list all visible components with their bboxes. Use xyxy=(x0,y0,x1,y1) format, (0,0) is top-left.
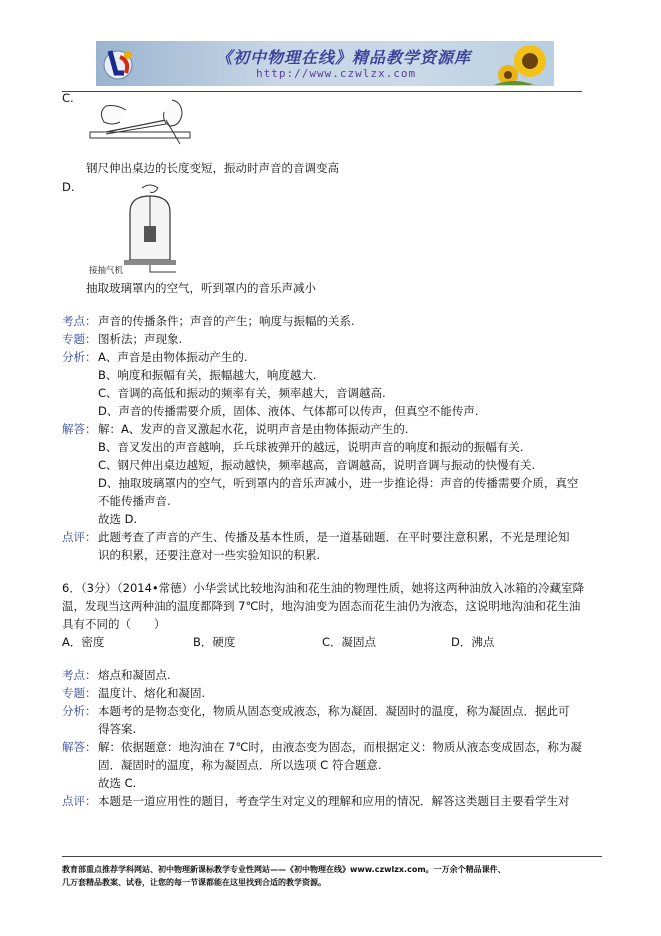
q6-fenxi-label: 分析： xyxy=(62,704,97,718)
q6-stem-line: 6．（3分）（2014•常德）小华尝试比较地沟油和花生油的物理性质，她将这两种油放入冰箱的冷藏室降 xyxy=(62,581,585,595)
ruler-experiment-figure xyxy=(86,92,196,150)
q5-jieda-line: 故选 D. xyxy=(98,512,138,526)
footer-line: 几万套精品教案、试卷，让您的每一节课都能在这里找到合适的教学资源。 xyxy=(62,878,326,887)
q5-kaodian-label: 考点： xyxy=(62,314,97,328)
q5-fenxi-line: B、响度和振幅有关，振幅越大，响度越大. xyxy=(98,368,317,382)
q6-jieda-line: 解：依据题意：地沟油在 7℃时，由液态变为固态，而根据定义：物质从液态变成固态，称为凝 xyxy=(98,740,582,754)
q6-fenxi-line: 得答案. xyxy=(98,722,137,736)
q6-jieda-line: 固．凝固时的温度，称为凝固点．所以选项 C 符合题意. xyxy=(98,758,382,772)
q6-stem-line: 温，发现当这两种油的温度都降到 7℃时，地沟油变为固态而花生油仍为液态，这说明地沟油和花生油 xyxy=(62,599,581,613)
q6-jieda-line: 故选 C. xyxy=(98,776,137,790)
option-d-label: D. xyxy=(62,180,75,194)
q6-zhuanti: 温度计、熔化和凝固. xyxy=(98,686,206,700)
q5-kaodian: 声音的传播条件；声音的产生；响度与振幅的关系. xyxy=(98,314,355,328)
q6-dianping-label: 点评： xyxy=(62,794,97,808)
q6-kaodian: 熔点和凝固点. xyxy=(98,668,171,682)
bell-jar-figure xyxy=(120,182,180,274)
q6-fenxi-line: 本题考的是物态变化，物质从固态变成液态，称为凝固．凝固时的温度，称为凝固点．据此可 xyxy=(98,704,570,718)
q5-zhuanti: 图析法；声现象. xyxy=(98,332,183,346)
option-c-text: 钢尺伸出桌边的长度变短，振动时声音的音调变高 xyxy=(86,161,339,175)
q6-option-b: B．硬度 xyxy=(193,635,236,649)
q6-option-a: A．密度 xyxy=(62,635,105,649)
q5-fenxi-line: D、声音的传播需要介质，固体、液体、气体都可以传声，但真空不能传声. xyxy=(98,404,479,418)
q6-kaodian-label: 考点： xyxy=(62,668,97,682)
vacuum-pump-label: 接抽气机 xyxy=(89,266,124,276)
option-d-text: 抽取玻璃罩内的空气，听到罩内的音乐声减小 xyxy=(86,281,316,295)
footer-line: 教育部重点推荐学科网站、初中物理新课标教学专业性网站——《初中物理在线》www.czwlzx.com。一万余个精品课件、 xyxy=(62,865,506,874)
q5-zhuanti-label: 专题： xyxy=(62,332,97,346)
q5-fenxi-label: 分析： xyxy=(62,350,97,364)
q5-dianping-line: 此题考查了声音的产生、传播及基本性质，是一道基础题．在平时要注意积累，不光是理论知 xyxy=(98,530,570,544)
q6-option-c: C．凝固点 xyxy=(322,635,377,649)
sunflower-icon xyxy=(494,41,554,86)
q6-zhuanti-label: 专题： xyxy=(62,686,97,700)
q5-fenxi-line: C、音调的高低和振动的频率有关，频率越大，音调越高. xyxy=(98,386,386,400)
q6-stem-line: 具有不同的（ ） xyxy=(62,617,166,631)
q5-jieda-line: C、钢尺伸出桌边越短，振动越快，频率越高，音调越高，说明音调与振动的快慢有关. xyxy=(98,458,536,472)
option-c-label: C. xyxy=(62,91,74,105)
banner-url[interactable]: http://www.czwlzx.com xyxy=(256,67,417,80)
q5-jieda-line: B、音叉发出的声音越响，乒乓球被弹开的越远，说明声音的响度和振动的振幅有关. xyxy=(98,440,524,454)
q5-jieda-label: 解答： xyxy=(62,422,97,436)
q5-fenxi-line: A、声音是由物体振动产生的. xyxy=(98,350,248,364)
q5-jieda-line: 解：A、发声的音叉激起水花，说明声音是由物体振动产生的. xyxy=(98,422,409,436)
q5-dianping-line: 识的积累，还要注意对一些实验知识的积累. xyxy=(98,548,321,562)
banner-title: 《初中物理在线》精品教学资源库 xyxy=(216,48,472,67)
q6-jieda-label: 解答： xyxy=(62,740,97,754)
header-banner xyxy=(96,41,554,86)
q5-dianping-label: 点评： xyxy=(62,530,97,544)
q5-jieda-line: D、抽取玻璃罩内的空气，听到罩内的音乐声减小，进一步推论得：声音的传播需要介质，真空 xyxy=(98,476,579,490)
footer-rule xyxy=(62,856,602,857)
q6-dianping: 本题是一道应用性的题目，考查学生对定义的理解和应用的情况．解答这类题目主要看学生对 xyxy=(98,794,570,808)
q6-option-d: D．沸点 xyxy=(451,635,495,649)
site-logo xyxy=(98,43,138,83)
q5-jieda-line: 不能传播声音. xyxy=(98,494,171,508)
